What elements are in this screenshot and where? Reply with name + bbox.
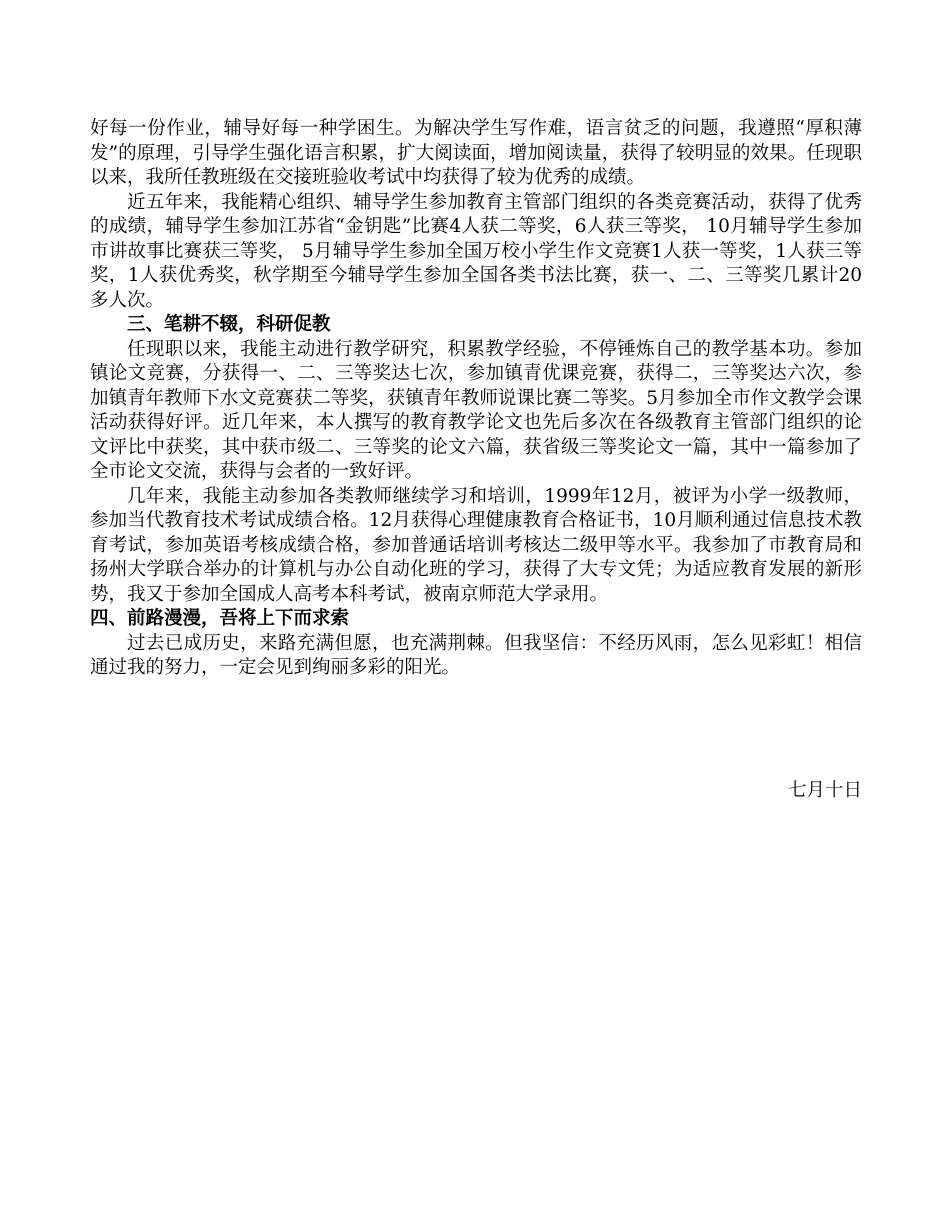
paragraph-conclusion: 过去已成历史，来路充满但愿，也充满荆棘。但我坚信：不经历风雨，怎么见彩虹！相信通过我的努力，一定会见到绚丽多彩的阳光。 xyxy=(90,632,862,678)
section-heading-research: 三、笔耕不辍，科研促教 xyxy=(127,314,331,335)
paragraph-tutoring: 好每一份作业，辅导好每一种学困生。为解决学生写作难，语言贫乏的问题，我遵照“厚积薄发”的原理，引导学生强化语言积累，扩大阅读面，增加阅读量，获得了较明显的效果。任现职以来，我所任教班级在交接班验收考试中均获得了较为优秀的成绩。 xyxy=(90,118,862,188)
document-page xyxy=(90,117,862,803)
section-heading-future: 四、前路漫漫，吾将上下而求索 xyxy=(90,608,350,629)
paragraph-training: 几年来，我能主动参加各类教师继续学习和培训，1999年12月，被评为小学一级教师，参加当代教育技术考试成绩合格。12月获得心理健康教育合格证书，10月顺利通过信息技术教育考试，参加英语考核成绩合格，参加普通话培训考核达二级甲等水平。我参加了市教育局和扬州大学联合举办的计算机与办公自动化班的学习，获得了大专文凭；为适应教育发展的新形势，我又于参加全国成人高考本科考试，被南京师范大学录用。 xyxy=(90,485,862,605)
paragraph-research: 任现职以来，我能主动进行教学研究，积累教学经验，不停锤炼自己的教学基本功。参加镇论文竞赛，分获得一、二、三等奖达七次，参加镇青优课竞赛，获得二，三等奖达六次，参加镇青年教师下水文竞赛获二等奖，获镇青年教师说课比赛二等奖。5月参加全市作文教学会课活动获得好评。近几年来，本人撰写的教育教学论文也先后多次在各级教育主管部门组织的论文评比中获奖，其中获市级二、三等奖的论文六篇，获省级三等奖论文一篇，其中一篇参加了全市论文交流，获得与会者的一致好评。 xyxy=(90,338,862,482)
paragraph-competitions: 近五年来，我能精心组织、辅导学生参加教育主管部门组织的各类竞赛活动，获得了优秀的成绩，辅导学生参加江苏省“金钥匙”比赛4人获二等奖，6人获三等奖， 10月辅导学生参加市讲故事比赛获三等奖， 5月辅导学生参加全国万校小学生作文竞赛1人获一等奖，1人获三等奖，1人获优秀奖，秋学期至今辅导学生参加全国各类书法比赛，获一、二、三等奖几累计20多人次。 xyxy=(90,191,862,311)
document-date: 七月十日 xyxy=(787,779,862,801)
